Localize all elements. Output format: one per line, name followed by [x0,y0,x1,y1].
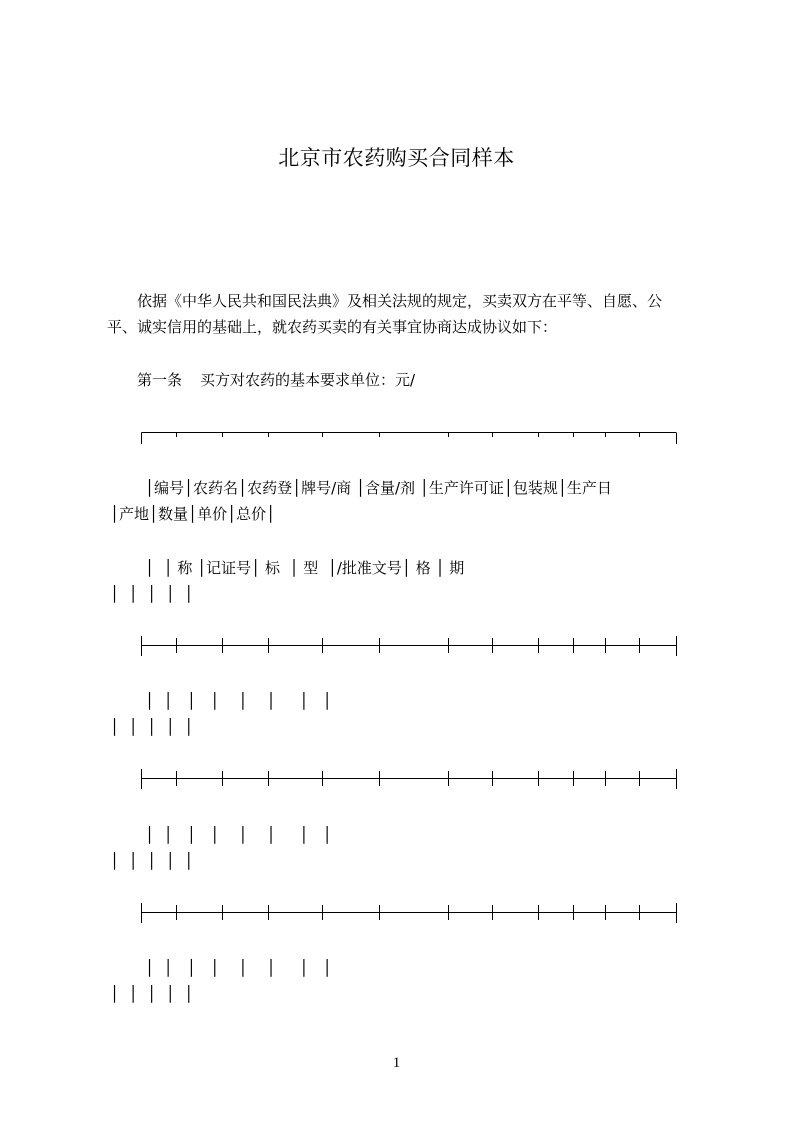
article-text: 买方对农药的基本要求单位：元/ [200,371,416,389]
article-1 [137,369,415,390]
table-empty-row-3-line-2: │ │ │ │ │ [110,985,194,1003]
table-empty-row-1-line-2: │ │ │ │ │ [110,718,194,736]
table-empty-row-2-line-2: │ │ │ │ │ [110,852,194,870]
intro-line-1: 依据《中华人民共和国民法典》及相关法规的规定，买卖双方在平等、自愿、公 [137,292,663,310]
page-number: 1 [392,1055,401,1071]
table-empty-row-3-line-1: │ │ │ │ │ │ │ │ [145,959,332,977]
table-row-separator [0,903,793,923]
table-row-separator [0,769,793,789]
table-header2-line-1: │ │ 称 │记证号│ 标 │ 型 │/批准文号│ 格 │ 期 [145,559,465,577]
article-label: 第一条 [137,371,183,389]
table-top-border [0,428,793,448]
intro-paragraph [107,288,703,340]
document-title: 北京市农药购买合同样本 [278,146,515,170]
table-header-line-1: │编号│农药名│农药登│牌号/商 │含量/剂 │生产许可证│包装规│生产日 [145,479,612,497]
table-header-line-2: │产地│数量│单价│总价│ [110,505,276,523]
table-row-separator [0,636,793,656]
table-empty-row-2-line-1: │ │ │ │ │ │ │ │ [145,826,332,844]
table-header2-line-2: │ │ │ │ │ [110,585,194,603]
intro-line-2: 平、诚实信用的基础上，就农药买卖的有关事宜协商达成协议如下： [107,318,558,336]
table-empty-row-1-line-1: │ │ │ │ │ │ │ │ [145,692,332,710]
